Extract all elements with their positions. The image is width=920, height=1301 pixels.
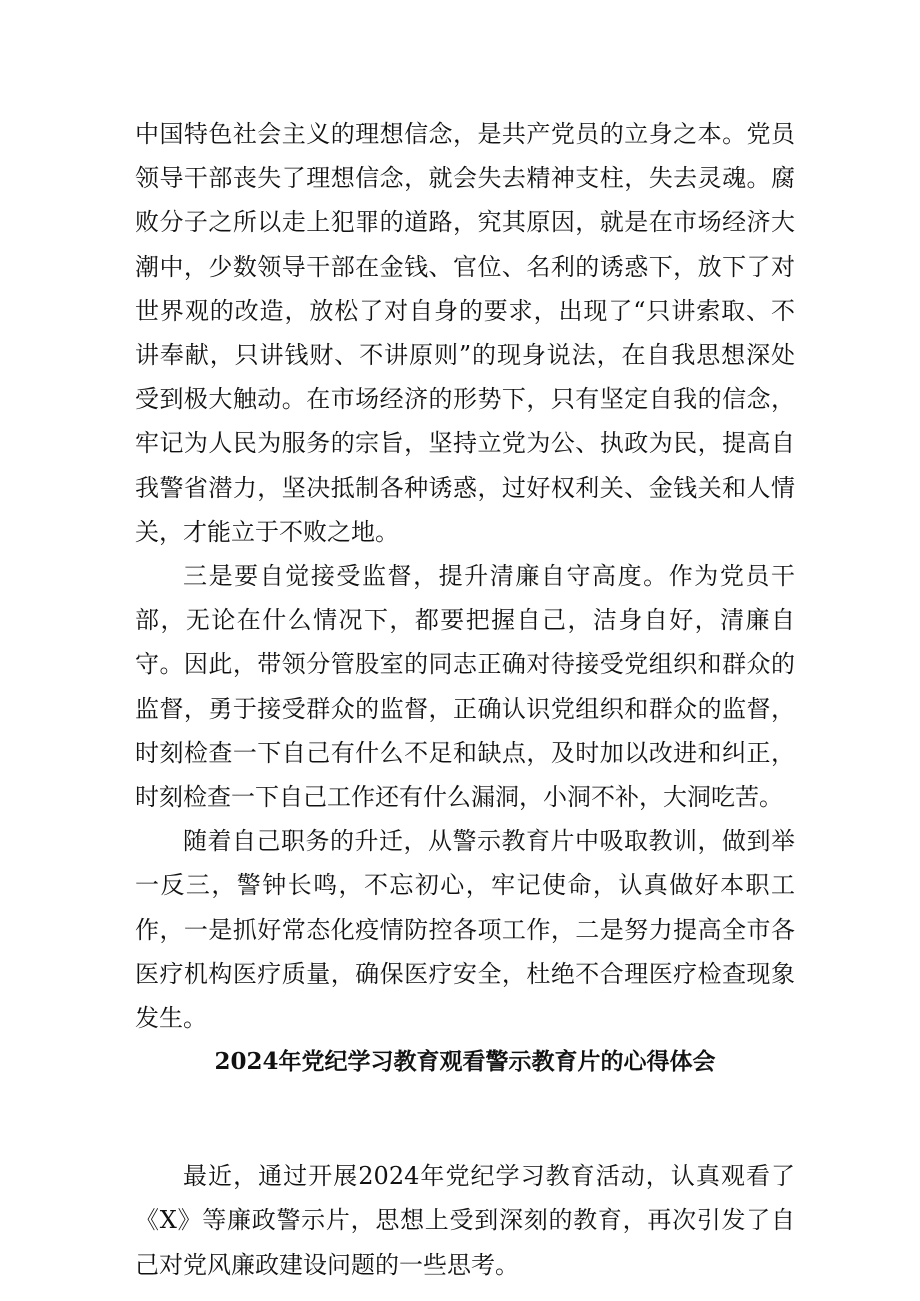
document-body (135, 112, 795, 1287)
heading-spacer (135, 1082, 795, 1154)
paragraph-promotion: 随着自己职务的升迁，从警示教育片中吸取教训，做到举一反三，警钟长鸣，不忘初心，牢记使命，认真做好本职工作，一是抓好常态化疫情防控各项工作，二是努力提高全市各医疗机构医疗质量，确保医疗安全，杜绝不合理医疗检查现象发生。 (135, 827, 795, 1033)
paragraph-ideals: 中国特色社会主义的理想信念，是共产党员的立身之本。党员领导干部丧失了理想信念，就会失去精神支柱，失去灵魂。腐败分子之所以走上犯罪的道路，究其原因，就是在市场经济大潮中，少数领导干部在金钱、官位、名利的诱惑下，放下了对世界观的改造，放松了对自身的要求，出现了“只讲索取、不讲奉献，只讲钱财、不讲原则”的现身说法，在自我思想深处受到极大触动。在市场经济的形势下，只有坚定自我的信念，牢记为人民为服务的宗旨，坚持立党为公、执政为民，提高自我警省潜力，坚决抵制各种诱惑，过好权利关、金钱关和人情关，才能立于不败之地。 (135, 120, 795, 546)
paragraph-intro: 最近，通过开展2024年党纪学习教育活动，认真观看了《X》等廉政警示片，思想上受到深刻的教育，再次引发了自己对党风廉政建设问题的一些思考。 (135, 1162, 795, 1279)
section-heading: 2024年党纪学习教育观看警示教育片的心得体会 (214, 1048, 716, 1076)
paragraph-supervision: 三是要自觉接受监督，提升清廉自守高度。作为党员干部，无论在什么情况下，都要把握自己，洁身自好，清廉自守。因此，带领分管股室的同志正确对待接受党组织和群众的监督，勇于接受群众的监督，正确认识党组织和群众的监督，时刻检查一下自己有什么不足和缺点，及时加以改进和纠正，时刻检查一下自己工作还有什么漏洞，小洞不补，大洞吃苦。 (135, 562, 795, 812)
